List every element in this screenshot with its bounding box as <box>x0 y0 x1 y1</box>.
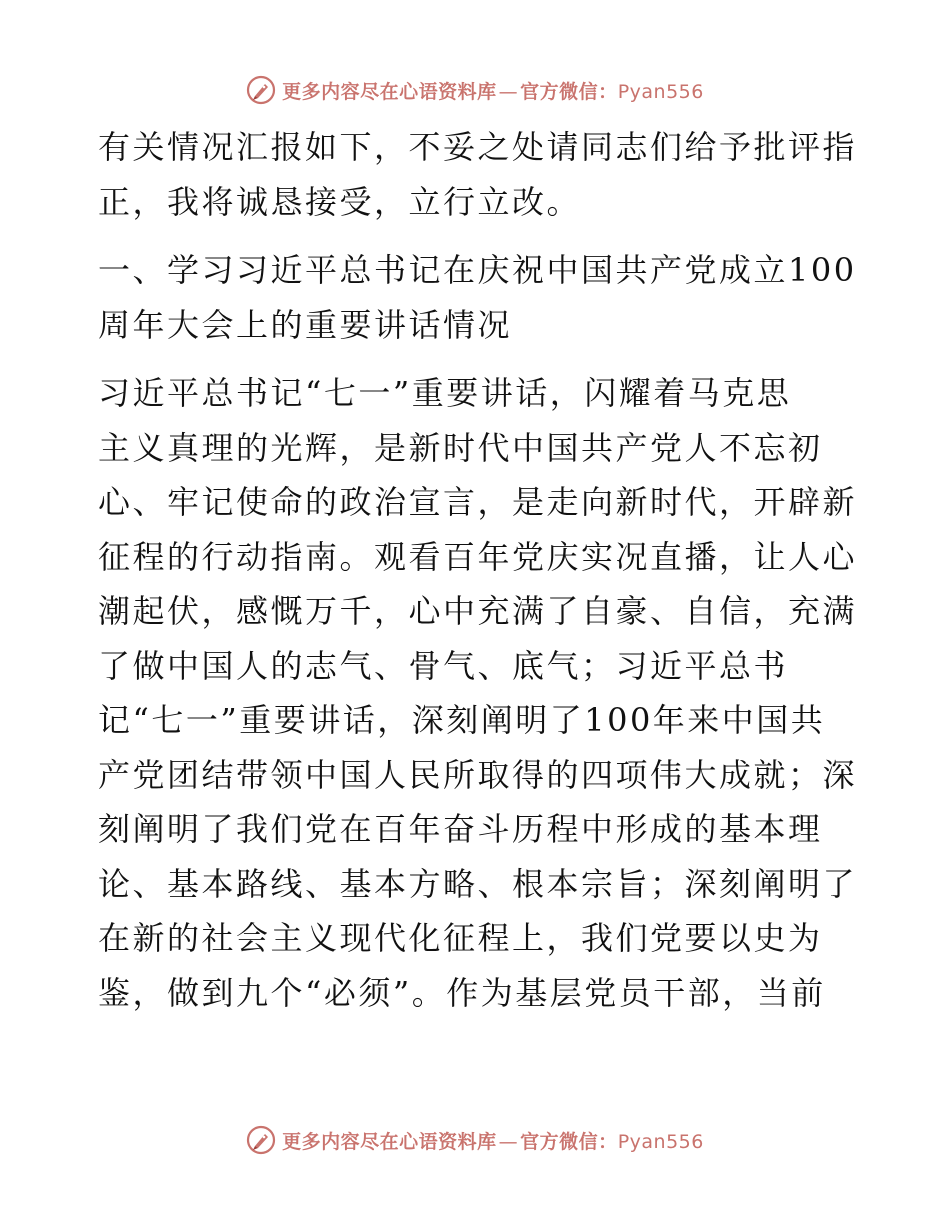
watermark-text: 更多内容尽在心语资料库 — 官方微信：Pyan556 <box>282 80 704 103</box>
section-heading-line: 周年大会上的重要讲话情况 <box>98 305 513 344</box>
section-heading-line: 一、学习习近平总书记在庆祝中国共产党成立100 <box>98 251 857 289</box>
paragraph-line: 产党团结带领中国人民所取得的四项伟大成就；深 <box>98 755 858 794</box>
pen-nib-logo-icon <box>246 75 276 105</box>
header-watermark <box>0 70 950 110</box>
paragraph-line: 习近平总书记“七一”重要讲话，闪耀着马克思 <box>98 374 792 412</box>
paragraph-line: 主义真理的光辉，是新时代中国共产党人不忘初 <box>98 428 823 467</box>
paragraph-line: 心、牢记使命的政治宣言，是走向新时代，开辟新 <box>98 483 858 521</box>
paragraph-line: 正，我将诚恳接受，立行立改。 <box>98 182 582 221</box>
watermark-text: 更多内容尽在心语资料库 — 官方微信：Pyan556 <box>282 1130 704 1153</box>
paragraph-line: 在新的社会主义现代化征程上，我们党要以史为 <box>98 919 823 957</box>
paragraph-line: 记“七一”重要讲话，深刻阐明了100年来中国共 <box>98 701 826 739</box>
paragraph-line: 潮起伏，感慨万千，心中充满了自豪、自信，充满 <box>98 592 858 630</box>
paragraph-line: 鉴，做到九个“必须”。作为基层党员干部，当前 <box>98 973 826 1012</box>
footer-watermark <box>0 1120 950 1160</box>
paragraph-line: 论、基本路线、基本方略、根本宗旨；深刻阐明了 <box>98 864 858 903</box>
paragraph-line: 有关情况汇报如下，不妥之处请同志们给予批评指 <box>98 128 858 166</box>
paragraph-line: 征程的行动指南。观看百年党庆实况直播，让人心 <box>98 537 858 576</box>
paragraph-line: 刻阐明了我们党在百年奋斗历程中形成的基本理 <box>98 810 823 848</box>
paragraph-line: 了做中国人的志气、骨气、底气；习近平总书 <box>98 646 789 685</box>
document-body <box>98 120 858 1020</box>
pen-nib-logo-icon <box>246 1125 276 1155</box>
